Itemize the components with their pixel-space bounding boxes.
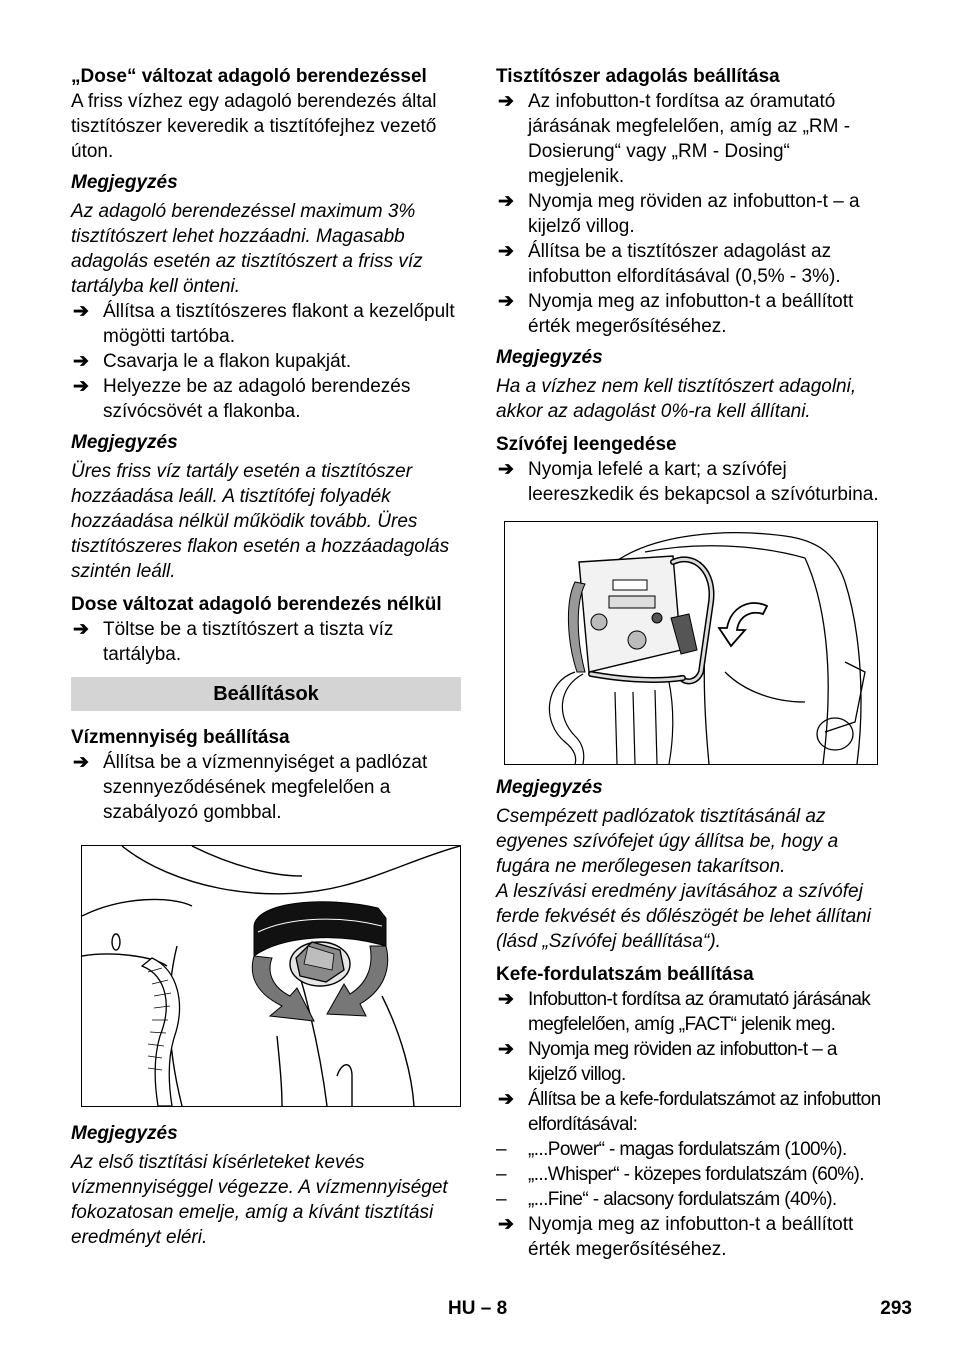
list-item: ➔ Helyezze be az adagoló berendezés szívócsövét a flakonba. bbox=[73, 376, 411, 422]
list-item: ➔ Csavarja le a flakon kupakját. bbox=[73, 351, 352, 372]
note-body: Az első tisztítási kísérleteket kevés vízmennyiséggel végezze. A vízmennyiséget fokozatosan emelje, amíg a kívánt tisztítási eredményt eléri. bbox=[71, 1152, 448, 1248]
footer-page-number: 293 bbox=[880, 1298, 912, 1319]
list-item: ➔ Az infobutton-t fordítsa az óramutató járásának megfelelően, amíg az „RM - Dosierung“ vagy „RM - Dosing“ megjelenik. bbox=[498, 91, 851, 187]
list-item: ➔ Állítsa be a vízmennyiséget a padlózat szennyeződésének megfelelően a szabályozó gombbal. bbox=[73, 752, 428, 823]
list-item: – „...Power“ - magas fordulatszám (100%). bbox=[496, 1139, 847, 1160]
figure-control-panel bbox=[504, 521, 878, 765]
note-title: Megjegyzés bbox=[496, 347, 603, 368]
arrow-right-icon: ➔ bbox=[73, 351, 89, 372]
list-item: – „...Fine“ - alacsony fordulatszám (40%). bbox=[496, 1189, 837, 1210]
bullet-list bbox=[496, 987, 888, 1137]
note-title: Megjegyzés bbox=[496, 777, 603, 798]
arrow-right-icon: ➔ bbox=[73, 301, 89, 322]
bullet-list bbox=[496, 1212, 888, 1262]
note-body: Az adagoló berendezéssel maximum 3% tisztítószert lehet hozzáadni. Magasabb adagolás esetén az tisztítószert a friss víz tartályba kell önteni. bbox=[71, 201, 423, 297]
arrow-right-icon: ➔ bbox=[498, 291, 514, 312]
arrow-right-icon: ➔ bbox=[498, 1089, 514, 1110]
bullet-list bbox=[496, 89, 888, 339]
press-down-arrow-icon bbox=[719, 603, 767, 646]
heading-dose-with-dosing: „Dose“ változat adagoló berendezéssel bbox=[71, 66, 427, 87]
arrow-right-icon: ➔ bbox=[498, 91, 514, 112]
water-control-knob bbox=[290, 942, 350, 986]
arrow-right-icon: ➔ bbox=[498, 1039, 514, 1060]
list-item: ➔ Állítsa a tisztítószeres flakont a kezelőpult mögötti tartóba. bbox=[73, 301, 455, 347]
heading-water-amount: Vízmennyiség beállítása bbox=[71, 727, 290, 748]
arrow-right-icon: ➔ bbox=[73, 376, 89, 397]
right-column bbox=[496, 64, 888, 1262]
list-item: ➔ Állítsa be a kefe-fordulatszámot az infobutton elfordításával: bbox=[498, 1089, 881, 1135]
paragraph-dose-intro: A friss vízhez egy adagoló berendezés által tisztítószer keveredik a tisztítófejhez vezető úton. bbox=[71, 91, 437, 162]
heading-brush-speed: Kefe-fordulatszám beállítása bbox=[496, 964, 754, 985]
note-title: Megjegyzés bbox=[71, 172, 178, 193]
bullet-list bbox=[71, 750, 461, 825]
note-title: Megjegyzés bbox=[71, 432, 178, 453]
footer-language-page-code: HU – 8 bbox=[448, 1298, 508, 1319]
figure-water-knob bbox=[81, 845, 461, 1107]
list-item: ➔ Nyomja meg az infobutton-t a beállított érték megerősítéséhez. bbox=[498, 1214, 854, 1260]
arrow-right-icon: ➔ bbox=[498, 191, 514, 212]
list-item: ➔ Nyomja lefelé a kart; a szívófej leereszkedik és bekapcsol a szívóturbina. bbox=[498, 459, 879, 505]
bullet-list bbox=[71, 617, 461, 667]
heading-squeegee-lowering: Szívófej leengedése bbox=[496, 434, 677, 455]
arrow-right-icon: ➔ bbox=[73, 619, 89, 640]
arrow-right-icon: ➔ bbox=[498, 459, 514, 480]
bullet-list bbox=[496, 457, 888, 507]
list-item: – „...Whisper“ - közepes fordulatszám (60%). bbox=[496, 1164, 864, 1185]
list-item: ➔ Töltse be a tisztítószert a tiszta víz tartályba. bbox=[73, 619, 394, 665]
list-item: ➔ Infobutton-t fordítsa az óramutató járásának megfelelően, amíg „FACT“ jelenik meg. bbox=[498, 989, 871, 1035]
list-item: ➔ Nyomja meg röviden az infobutton-t – a kijelző villog. bbox=[498, 1039, 837, 1085]
bullet-list bbox=[71, 299, 461, 424]
arrow-right-icon: ➔ bbox=[498, 989, 514, 1010]
list-item: ➔ Állítsa be a tisztítószer adagolást az infobutton elfordításával (0,5% - 3%). bbox=[498, 241, 841, 287]
note-body: Csempézett padlózatok tisztításánál az egyenes szívófejet úgy állítsa be, hogy a fugára ne merőlegesen takarítson. bbox=[496, 806, 839, 877]
note-body: Üres friss víz tartály esetén a tisztítószer hozzáadása leáll. A tisztítófej folyadék hozzáadása nélkül működik tovább. Üres tisztítószeres flakon esetén a hozzáadagolás szintén leáll. bbox=[71, 461, 450, 582]
note-body: Ha a vízhez nem kell tisztítószert adagolni, akkor az adagolást 0%-ra kell állítani. bbox=[496, 376, 857, 422]
note-title: Megjegyzés bbox=[71, 1123, 178, 1144]
heading-dose-without-dosing: Dose változat adagoló berendezés nélkül bbox=[71, 594, 442, 615]
arrow-right-icon: ➔ bbox=[73, 752, 89, 773]
section-heading-settings: Beállítások bbox=[71, 677, 461, 711]
list-item: ➔ Nyomja meg az infobutton-t a beállított érték megerősítéséhez. bbox=[498, 291, 854, 337]
note-body: A leszívási eredmény javításához a szívófej ferde fekvését és dőlészögét be lehet állítani (lásd „Szívófej beállítása“). bbox=[496, 881, 871, 952]
heading-detergent-dosing: Tisztítószer adagolás beállítása bbox=[496, 66, 780, 87]
water-knob-illustration bbox=[82, 846, 460, 1106]
arrow-right-icon: ➔ bbox=[498, 241, 514, 262]
arrow-right-icon: ➔ bbox=[498, 1214, 514, 1235]
control-panel-illustration bbox=[505, 522, 877, 764]
dash-list bbox=[496, 1137, 888, 1212]
list-item: ➔ Nyomja meg röviden az infobutton-t – a kijelző villog. bbox=[498, 191, 860, 237]
left-column bbox=[71, 64, 461, 1250]
